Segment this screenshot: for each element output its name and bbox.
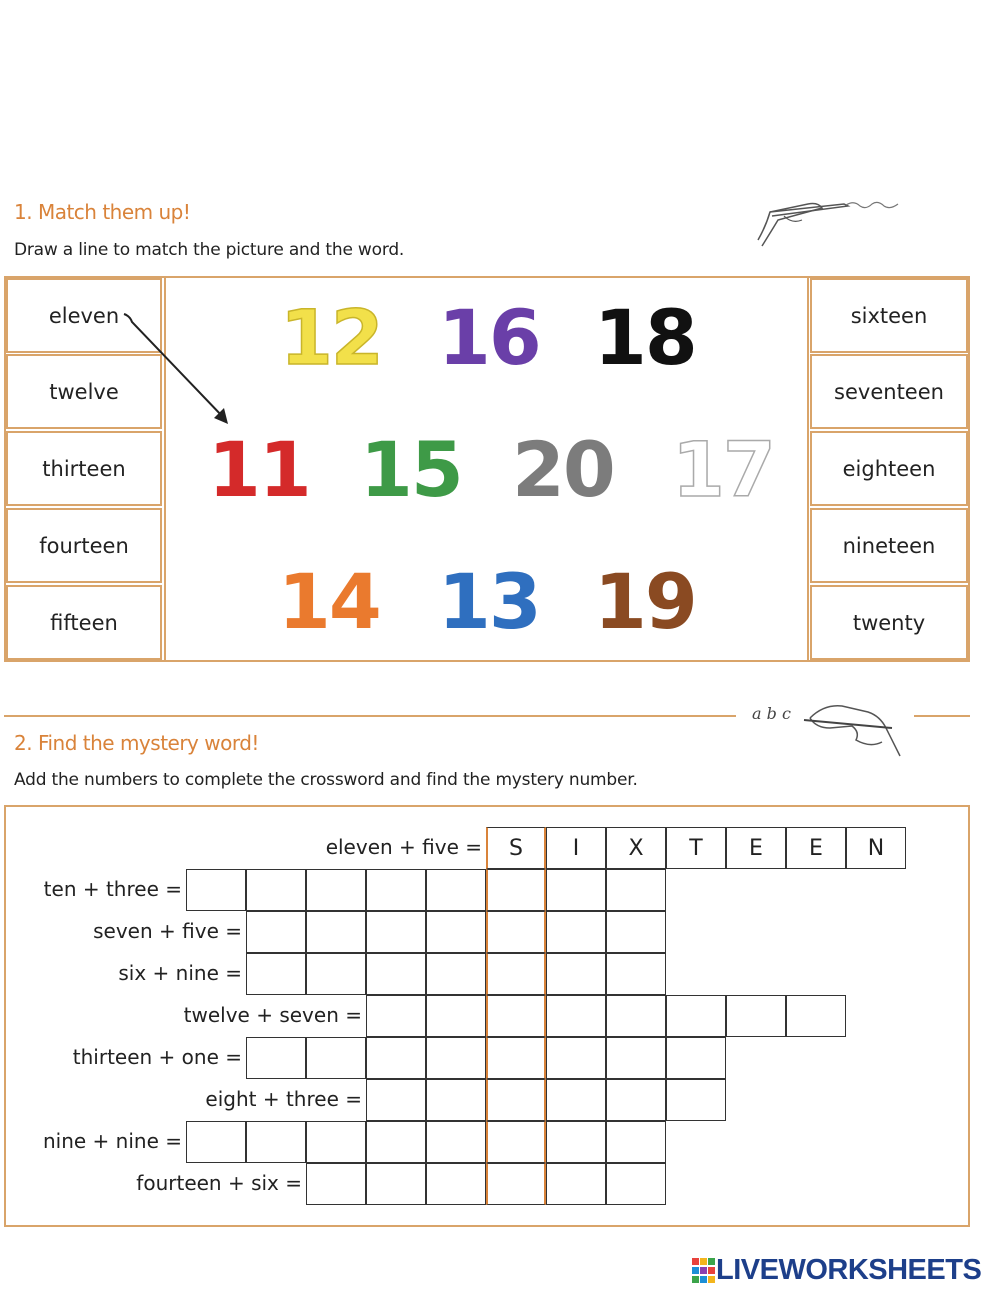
crossword-cell[interactable] <box>426 1037 486 1079</box>
crossword-cell[interactable] <box>546 953 606 995</box>
crossword-cell[interactable] <box>246 1037 306 1079</box>
crossword-cell[interactable] <box>366 1121 426 1163</box>
crossword-cell[interactable] <box>606 953 666 995</box>
crossword-cell[interactable] <box>426 1079 486 1121</box>
clue-label: thirteen + one = <box>72 1045 242 1069</box>
crossword-cell[interactable] <box>426 869 486 911</box>
mystery-cell[interactable] <box>486 911 546 953</box>
crossword-cell[interactable] <box>546 1079 606 1121</box>
crossword-cell[interactable] <box>186 869 246 911</box>
crossword-cell[interactable] <box>306 1037 366 1079</box>
crossword-cell[interactable] <box>246 911 306 953</box>
crossword-cell[interactable] <box>606 911 666 953</box>
crossword-cell[interactable] <box>426 911 486 953</box>
crossword-cell[interactable] <box>666 1079 726 1121</box>
number-17[interactable]: 17 <box>672 425 774 514</box>
crossword-cell[interactable] <box>426 995 486 1037</box>
crossword-cell[interactable] <box>606 869 666 911</box>
liveworksheets-logo <box>692 1254 981 1287</box>
crossword-cell[interactable] <box>306 869 366 911</box>
right-word-eighteen[interactable]: eighteen <box>810 431 968 506</box>
section-1-instruction: Draw a line to match the picture and the word. <box>14 240 405 260</box>
section-1-title: 1. Match them up! <box>14 200 191 224</box>
crossword-cell[interactable] <box>246 869 306 911</box>
logo-grid-icon <box>692 1258 716 1284</box>
example-letter-cell: T <box>666 827 726 869</box>
left-word-twelve[interactable]: twelve <box>6 354 162 429</box>
mystery-cell[interactable] <box>486 869 546 911</box>
clue-label: fourteen + six = <box>136 1171 302 1195</box>
mystery-cell[interactable] <box>486 953 546 995</box>
crossword-cell[interactable] <box>786 995 846 1037</box>
number-13[interactable]: 13 <box>438 557 540 646</box>
crossword-cell[interactable] <box>546 1121 606 1163</box>
mystery-cell[interactable] <box>486 995 546 1037</box>
clue-label: twelve + seven = <box>183 1003 362 1027</box>
right-word-sixteen[interactable]: sixteen <box>810 278 968 353</box>
crossword-cell[interactable] <box>606 1121 666 1163</box>
crossword-cell[interactable] <box>666 995 726 1037</box>
crossword-cell[interactable] <box>306 953 366 995</box>
crossword-cell[interactable] <box>606 1163 666 1205</box>
mystery-cell[interactable] <box>486 1163 546 1205</box>
number-14[interactable]: 14 <box>278 557 380 646</box>
crossword-cell[interactable] <box>306 911 366 953</box>
left-word-eleven[interactable]: eleven <box>6 278 162 353</box>
crossword-cell[interactable] <box>606 995 666 1037</box>
abc-label: a b c <box>752 704 791 723</box>
example-letter-cell: X <box>606 827 666 869</box>
crossword-cell[interactable] <box>666 1037 726 1079</box>
crossword-cell[interactable] <box>426 1163 486 1205</box>
crossword-cell[interactable] <box>366 1037 426 1079</box>
crossword-cell[interactable] <box>366 995 426 1037</box>
clue-label: six + nine = <box>118 961 242 985</box>
number-19[interactable]: 19 <box>594 557 696 646</box>
mystery-cell[interactable] <box>486 1037 546 1079</box>
crossword-cell[interactable] <box>306 1121 366 1163</box>
example-clue-label: eleven + five = <box>325 835 482 859</box>
crossword-cell[interactable] <box>246 953 306 995</box>
logo-text: LIVEWORKSHEETS <box>716 1254 982 1286</box>
crossword-cell[interactable] <box>606 1079 666 1121</box>
crossword-cell[interactable] <box>366 1163 426 1205</box>
clue-label: eight + three = <box>205 1087 362 1111</box>
mystery-cell[interactable] <box>486 1121 546 1163</box>
crossword-cell[interactable] <box>546 1037 606 1079</box>
crossword-cell[interactable] <box>546 911 606 953</box>
crossword-cell[interactable] <box>366 911 426 953</box>
crossword-cell[interactable] <box>366 869 426 911</box>
number-16[interactable]: 16 <box>438 293 540 382</box>
number-11[interactable]: 11 <box>208 425 310 514</box>
clue-label: seven + five = <box>93 919 242 943</box>
clue-label: ten + three = <box>43 877 182 901</box>
example-letter-cell: S <box>486 827 546 869</box>
example-letter-cell: E <box>726 827 786 869</box>
right-word-nineteen[interactable]: nineteen <box>810 508 968 583</box>
crossword-cell[interactable] <box>426 1121 486 1163</box>
crossword-cell[interactable] <box>366 953 426 995</box>
example-letter-cell: E <box>786 827 846 869</box>
section-2-title: 2. Find the mystery word! <box>14 731 259 755</box>
example-letter-cell: N <box>846 827 906 869</box>
crossword-cell[interactable] <box>186 1121 246 1163</box>
left-word-fifteen[interactable]: fifteen <box>6 585 162 660</box>
example-letter-cell: I <box>546 827 606 869</box>
number-12[interactable]: 12 <box>280 293 382 382</box>
mystery-cell[interactable] <box>486 1079 546 1121</box>
crossword-cell[interactable] <box>546 869 606 911</box>
number-18[interactable]: 18 <box>594 293 696 382</box>
number-15[interactable]: 15 <box>360 425 462 514</box>
crossword-cell[interactable] <box>546 1163 606 1205</box>
right-word-twenty[interactable]: twenty <box>810 585 968 660</box>
crossword-cell[interactable] <box>726 995 786 1037</box>
left-word-fourteen[interactable]: fourteen <box>6 508 162 583</box>
crossword-cell[interactable] <box>426 953 486 995</box>
crossword-cell[interactable] <box>546 995 606 1037</box>
crossword-cell[interactable] <box>246 1121 306 1163</box>
left-word-thirteen[interactable]: thirteen <box>6 431 162 506</box>
crossword-cell[interactable] <box>306 1163 366 1205</box>
number-20[interactable]: 20 <box>512 425 614 514</box>
section-2-instruction: Add the numbers to complete the crossword and find the mystery number. <box>14 770 638 790</box>
crossword-cell[interactable] <box>366 1079 426 1121</box>
crossword-cell[interactable] <box>606 1037 666 1079</box>
clue-label: nine + nine = <box>42 1129 182 1153</box>
right-word-seventeen[interactable]: seventeen <box>810 354 968 429</box>
